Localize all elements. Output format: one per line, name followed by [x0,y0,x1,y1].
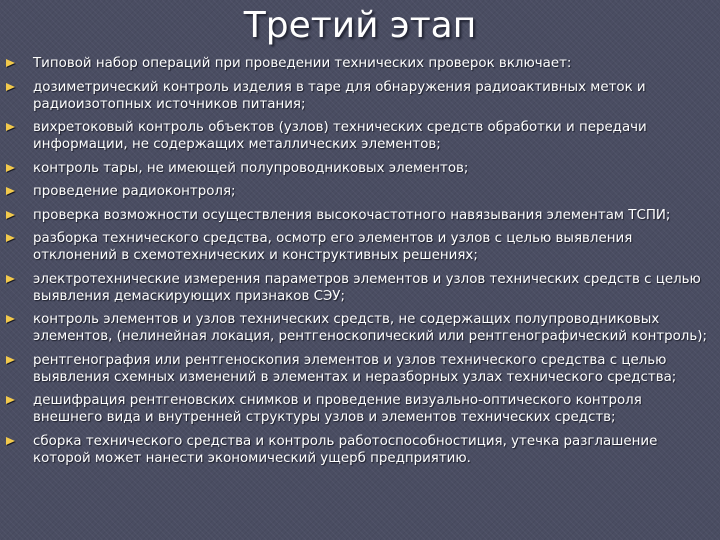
slide-title: Третий этап [243,5,477,46]
list-item [6,311,714,345]
triangle-bullet-icon [6,437,15,445]
bullet-text: вихретоковый контроль объектов (узлов) технических средств обработки и передачи информации, не содержащих металлических элементов; [33,120,647,152]
triangle-bullet-icon [6,59,15,67]
triangle-bullet-icon [6,123,15,131]
triangle-bullet-icon [6,187,15,195]
bullet-text: рентгенография или рентгеноскопия элементов и узлов технического средства с целью выявления схемных изменений в элементах и неразборных узлах технического средства; [33,352,677,385]
list-item [6,392,714,426]
list-item [6,271,714,305]
bullet-text: сборка технического средства и контроль работоспособностиция, утечка разглашение которой может нанести экономический ущерб предприятию. [33,433,658,466]
bullet-text: контроль элементов и узлов технических средств, не содержащих полупроводниковых элементов, (нелинейная локация, рентгеноскопический или рентгенографический контроль); [33,312,707,344]
bullet-text: дешифрация рентгеновских снимков и проведение визуально-оптического контроля внешнего вида и внутренней структуры узлов и элементов технических средств; [33,393,642,425]
triangle-bullet-icon [6,315,15,323]
bullet-list [6,55,714,473]
triangle-bullet-icon [6,164,15,172]
list-item [6,183,714,200]
bullet-text: электротехнические измерения параметров элементов и узлов технических средств с целью выявления демаскирующих признаков СЭУ; [33,271,701,304]
triangle-bullet-icon [6,356,15,364]
list-item [6,119,714,153]
list-item [6,79,714,113]
bullet-text: проверка возможности осуществления высокочастотного навязывания элементам ТСПИ; [33,207,671,223]
list-item [6,433,714,467]
list-item [6,160,714,177]
list-item [6,207,714,224]
bullet-text: проведение радиоконтроля; [33,184,236,199]
list-item [6,55,714,72]
bullet-text: Типовой набор операций при проведении технических проверок включает: [33,56,572,71]
bullet-text: дозиметрический контроль изделия в таре для обнаружения радиоактивных меток и радиоизотопных источников питания; [33,79,646,112]
list-item [6,352,714,386]
triangle-bullet-icon [6,211,15,219]
triangle-bullet-icon [6,275,15,283]
triangle-bullet-icon [6,234,15,242]
triangle-bullet-icon [6,83,15,91]
bullet-text: контроль тары, не имеющей полупроводниковых элементов; [33,160,469,176]
list-item [6,230,714,264]
triangle-bullet-icon [6,396,15,404]
bullet-text: разборка технического средства, осмотр его элементов и узлов с целью выявления отклонений в схемотехнических и конструктивных решениях; [33,231,633,263]
